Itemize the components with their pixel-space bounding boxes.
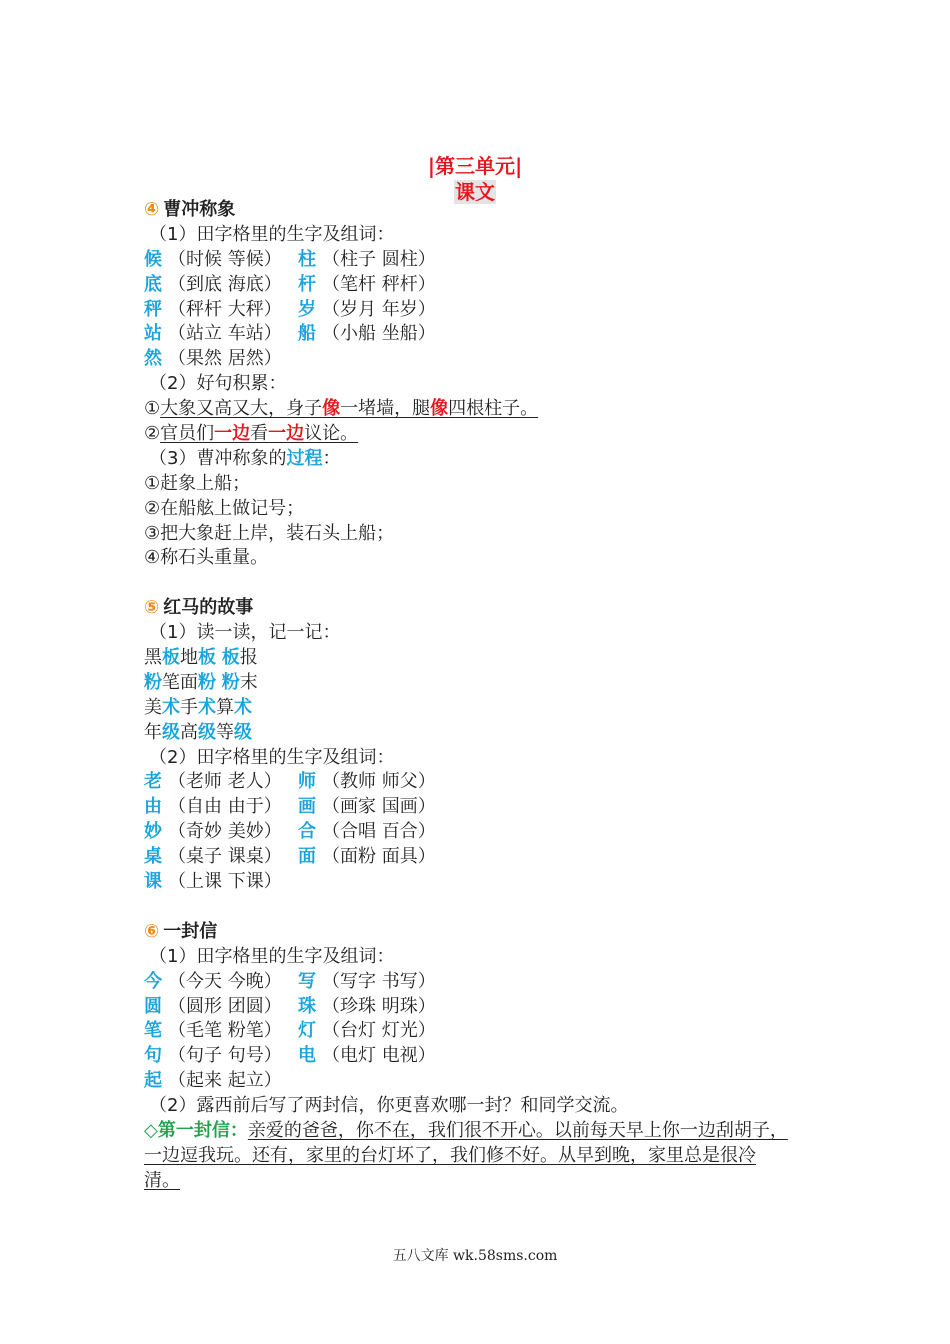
lesson-title: 曹冲称象 bbox=[163, 199, 236, 220]
vocab-char: 候 bbox=[144, 248, 162, 270]
vocab-row bbox=[144, 845, 834, 870]
question-heading bbox=[144, 447, 834, 472]
question-heading: （1）田字格里的生字及组词： bbox=[149, 945, 395, 967]
key-char: 粉 bbox=[221, 671, 240, 693]
lesson-6-heading bbox=[144, 920, 834, 945]
word-group-row bbox=[144, 646, 834, 671]
vocab-char: 面 bbox=[298, 846, 316, 868]
word-part: 等 bbox=[216, 721, 234, 743]
vocab-words: （站立 车站） bbox=[168, 323, 282, 345]
vocab-char: 今 bbox=[144, 970, 162, 992]
vocab-char: 秤 bbox=[144, 298, 162, 320]
vocab-words: （起来 起立） bbox=[168, 1070, 282, 1092]
letter-line bbox=[144, 1144, 834, 1169]
word-group-row bbox=[144, 671, 834, 696]
vocab-char: 底 bbox=[144, 273, 162, 295]
vocab-words: （笔杆 秤杆） bbox=[322, 273, 436, 295]
vocab-words: （句子 句号） bbox=[168, 1045, 282, 1067]
letter-text: 清。 bbox=[144, 1169, 180, 1191]
vocab-words: （圆形 团圆） bbox=[168, 995, 282, 1017]
vocab-row bbox=[144, 322, 834, 347]
word-part: 黑 bbox=[144, 647, 162, 669]
word-part: 手 bbox=[180, 696, 198, 718]
lesson-5-heading bbox=[144, 596, 834, 621]
highlight-word: 一边 bbox=[214, 423, 251, 445]
vocab-row bbox=[144, 1069, 834, 1094]
sentence-text bbox=[160, 423, 358, 444]
question-text: （3）曹冲称象的 bbox=[149, 447, 287, 469]
question-heading: （1）读一读，记一记： bbox=[149, 622, 341, 644]
vocab-words: （小船 坐船） bbox=[322, 323, 436, 345]
unit-title: |第三单元| bbox=[427, 154, 523, 178]
vocab-char: 妙 bbox=[144, 821, 162, 843]
page-footer: 五八文库 wk.58sms.com bbox=[392, 1248, 558, 1264]
sentence-part: 官员们 bbox=[160, 423, 215, 445]
lesson-number-badge: ⑥ bbox=[144, 920, 160, 942]
key-char: 术 bbox=[198, 696, 216, 718]
keyword: 过程 bbox=[286, 447, 323, 469]
vocab-row bbox=[144, 770, 834, 795]
word-part: 笔面 bbox=[162, 671, 198, 693]
lesson-4-heading bbox=[144, 198, 834, 223]
sentence-text bbox=[160, 398, 538, 419]
word-part: 美 bbox=[144, 696, 162, 718]
word-group-row bbox=[144, 721, 834, 746]
key-char: 级 bbox=[162, 721, 180, 743]
vocab-words: （写字 书写） bbox=[322, 970, 436, 992]
vocab-words: （台灯 灯光） bbox=[322, 1020, 436, 1042]
vocab-words: （上课 下课） bbox=[168, 871, 282, 893]
vocab-row bbox=[144, 795, 834, 820]
vocab-words: （岁月 年岁） bbox=[322, 298, 436, 320]
vocab-words: （桌子 课桌） bbox=[168, 846, 282, 868]
vocab-char: 柱 bbox=[298, 248, 316, 270]
sentence-part: 四根柱子。 bbox=[448, 398, 539, 420]
word-part: 地 bbox=[180, 647, 198, 669]
vocab-char: 起 bbox=[144, 1070, 162, 1092]
good-sentence bbox=[144, 397, 834, 422]
process-step: ②在船舷上做记号； bbox=[144, 497, 305, 519]
sentence-part: 看 bbox=[250, 423, 269, 445]
subtitle-text: 课文 bbox=[455, 180, 495, 204]
highlight-word: 像 bbox=[430, 398, 449, 420]
question-heading: （2）露西前后写了两封信，你更喜欢哪一封？和同学交流。 bbox=[149, 1095, 629, 1117]
key-char: 板 bbox=[162, 647, 180, 669]
word-part: 报 bbox=[239, 647, 258, 669]
question-heading: （2）田字格里的生字及组词： bbox=[149, 746, 395, 768]
vocab-words: （电灯 电视） bbox=[322, 1045, 436, 1067]
vocab-row bbox=[144, 1019, 834, 1044]
vocab-row bbox=[144, 273, 834, 298]
good-sentence bbox=[144, 422, 834, 447]
vocab-char: 站 bbox=[144, 323, 162, 345]
sentence-number: ① bbox=[144, 398, 161, 420]
letter-line bbox=[144, 1119, 834, 1144]
word-part: 高 bbox=[180, 721, 198, 743]
key-char: 板 bbox=[198, 647, 216, 669]
vocab-char: 桌 bbox=[144, 846, 162, 868]
lesson-title: 红马的故事 bbox=[163, 597, 254, 619]
process-step: ④称石头重量。 bbox=[144, 547, 269, 569]
key-char: 级 bbox=[198, 721, 216, 743]
lesson-number-badge: ⑤ bbox=[144, 597, 160, 619]
vocab-char: 然 bbox=[144, 348, 162, 370]
vocab-words: （毛笔 粉笔） bbox=[168, 1020, 282, 1042]
vocab-words: （珍珠 明珠） bbox=[322, 995, 436, 1017]
vocab-words: （教师 师父） bbox=[322, 771, 436, 793]
word-part: 末 bbox=[239, 671, 258, 693]
vocab-words: （自由 由于） bbox=[168, 796, 282, 818]
vocab-row bbox=[144, 248, 834, 273]
vocab-char: 由 bbox=[144, 796, 162, 818]
question-text: ： bbox=[322, 447, 341, 469]
highlight-word: 一边 bbox=[268, 423, 305, 445]
vocab-char: 杆 bbox=[298, 273, 316, 295]
vocab-words: （果然 居然） bbox=[168, 348, 282, 370]
sentence-number: ② bbox=[144, 423, 161, 445]
vocab-row bbox=[144, 995, 834, 1020]
vocab-char: 圆 bbox=[144, 995, 162, 1017]
highlight-word: 像 bbox=[322, 398, 341, 420]
key-char: 粉 bbox=[144, 671, 162, 693]
vocab-char: 老 bbox=[144, 771, 162, 793]
vocab-char: 灯 bbox=[298, 1020, 316, 1042]
vocab-words: （面粉 面具） bbox=[322, 846, 436, 868]
content bbox=[144, 198, 834, 1194]
vocab-char: 船 bbox=[298, 323, 316, 345]
key-char: 术 bbox=[162, 696, 180, 718]
vocab-words: （时候 等候） bbox=[168, 248, 282, 270]
vocab-row bbox=[144, 347, 834, 372]
word-part: 年 bbox=[144, 721, 162, 743]
lesson-number-badge: ④ bbox=[144, 199, 160, 220]
vocab-words: （今天 今晚） bbox=[168, 970, 282, 992]
process-step: ①赶象上船； bbox=[144, 472, 251, 494]
spacer bbox=[144, 895, 834, 920]
spacer bbox=[144, 571, 834, 596]
question-heading: （2）好句积累： bbox=[149, 373, 287, 395]
letter-text: 亲爱的爸爸，你不在，我们很不开心。以前每天早上你一边刮胡子， bbox=[247, 1119, 788, 1141]
process-step: ③把大象赶上岸，装石头上船； bbox=[144, 522, 395, 544]
sentence-part: 一堵墙，腿 bbox=[340, 398, 431, 420]
question-heading: （1）田字格里的生字及组词： bbox=[149, 223, 395, 245]
vocab-char: 合 bbox=[298, 821, 316, 843]
vocab-char: 画 bbox=[298, 796, 316, 818]
vocab-char: 珠 bbox=[298, 995, 316, 1017]
vocab-char: 笔 bbox=[144, 1020, 162, 1042]
key-char: 板 bbox=[221, 647, 240, 669]
word-group-row bbox=[144, 696, 834, 721]
vocab-row bbox=[144, 1044, 834, 1069]
vocab-char: 句 bbox=[144, 1045, 162, 1067]
vocab-words: （到底 海底） bbox=[168, 273, 282, 295]
vocab-words: （秤杆 大秤） bbox=[168, 298, 282, 320]
vocab-row bbox=[144, 970, 834, 995]
vocab-row bbox=[144, 820, 834, 845]
key-char: 术 bbox=[234, 696, 252, 718]
sentence-part: 大象又高又大，身子 bbox=[160, 398, 323, 420]
vocab-row bbox=[144, 870, 834, 895]
sentence-part: 议论。 bbox=[304, 423, 359, 445]
vocab-char: 师 bbox=[298, 771, 316, 793]
key-char: 粉 bbox=[198, 671, 216, 693]
letter-text: 一边逗我玩。还有，家里的台灯坏了，我们修不好。从早到晚，家里总是很冷 bbox=[144, 1144, 756, 1166]
vocab-row bbox=[144, 298, 834, 323]
vocab-char: 岁 bbox=[298, 298, 316, 320]
letter-line bbox=[144, 1169, 834, 1194]
vocab-words: （画家 国画） bbox=[322, 796, 436, 818]
vocab-char: 电 bbox=[298, 1045, 316, 1067]
key-char: 级 bbox=[234, 721, 252, 743]
lesson-title: 一封信 bbox=[163, 920, 218, 942]
vocab-char: 写 bbox=[298, 970, 316, 992]
word-part: 算 bbox=[216, 696, 234, 718]
letter-label: ◇第一封信： bbox=[144, 1119, 248, 1141]
vocab-words: （合唱 百合） bbox=[322, 821, 436, 843]
vocab-char: 课 bbox=[144, 871, 162, 893]
vocab-words: （柱子 圆柱） bbox=[322, 248, 436, 270]
vocab-words: （奇妙 美妙） bbox=[168, 821, 282, 843]
vocab-words: （老师 老人） bbox=[168, 771, 282, 793]
